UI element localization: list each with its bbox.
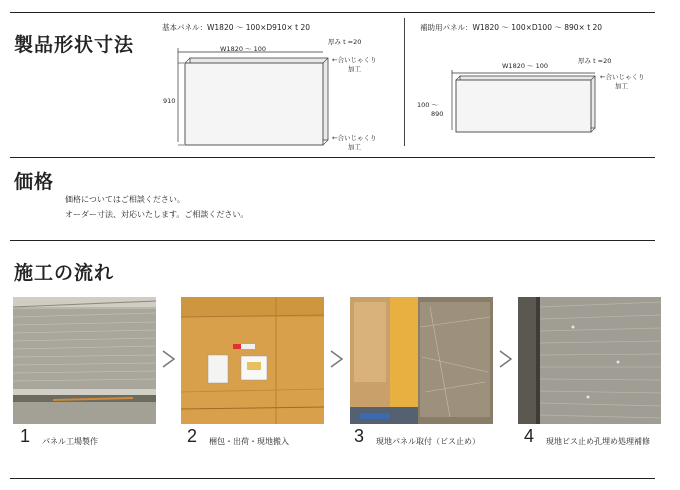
- aux-panel-spec: 補助用パネル：W1820 ～ 100×D100 ～ 890× t 20: [420, 23, 603, 32]
- price-line-2: オーダー寸法、対応いたします。ご相談ください。: [65, 210, 249, 219]
- basic-notch-top-line2: 加工: [348, 65, 361, 73]
- arrow-icon: [496, 349, 516, 369]
- basic-panel-spec: 基本パネル：W1820 ～ 100×D910× t 20: [162, 23, 310, 32]
- panel-front: [185, 63, 323, 145]
- step-4-label: 現地ビス止め孔埋め処理補修: [546, 437, 650, 446]
- bottom-rule: [10, 478, 655, 479]
- aux-width-label: W1820 ～ 100: [502, 62, 549, 70]
- basic-notch-bottom-line1: ←合いじゃくり: [332, 134, 377, 142]
- aux-notch-line1: ←合いじゃくり: [600, 73, 645, 81]
- step-2-label: 梱包・出荷・現地搬入: [209, 437, 289, 446]
- photo-packaging: [181, 297, 324, 424]
- rule-2: [10, 157, 655, 158]
- step-1-number: 1: [20, 426, 31, 446]
- basic-width-label: W1820 ～ 100: [220, 45, 267, 53]
- photo-panel-manufacturing: [13, 297, 156, 424]
- photo-installation: [350, 297, 493, 424]
- step-2-number: 2: [187, 426, 198, 446]
- top-rule: [10, 12, 655, 13]
- aux-notch-line2: 加工: [615, 82, 628, 90]
- step-3-number: 3: [354, 426, 365, 446]
- aux-panel-front: [456, 80, 591, 132]
- arrow-icon: [159, 349, 179, 369]
- step-3-label: 現地パネル取付（ビス止め）: [376, 437, 480, 446]
- basic-height-label: 910: [163, 97, 176, 105]
- basic-notch-bottom-line2: 加工: [348, 143, 361, 151]
- aux-panel-drawing: [440, 58, 610, 138]
- aux-thickness-label: 厚み t =20: [578, 57, 612, 65]
- step-1-label: パネル工場製作: [42, 437, 98, 446]
- dimensions-title: 製品形状寸法: [14, 34, 135, 56]
- price-title: 価格: [14, 171, 55, 193]
- aux-height-label-line2: 890: [431, 110, 444, 118]
- photo-screw-repair: [518, 297, 661, 424]
- arrow-icon: [327, 349, 347, 369]
- section-divider: [404, 18, 405, 146]
- flow-title: 施工の流れ: [14, 262, 115, 284]
- basic-notch-top-line1: ←合いじゃくり: [332, 56, 377, 64]
- price-line-1: 価格についてはご相談ください。: [65, 195, 185, 204]
- aux-height-label-line1: 100 ～: [417, 101, 438, 109]
- rule-3: [10, 240, 655, 241]
- basic-thickness-label: 厚み t =20: [328, 38, 362, 46]
- step-4-number: 4: [524, 426, 535, 446]
